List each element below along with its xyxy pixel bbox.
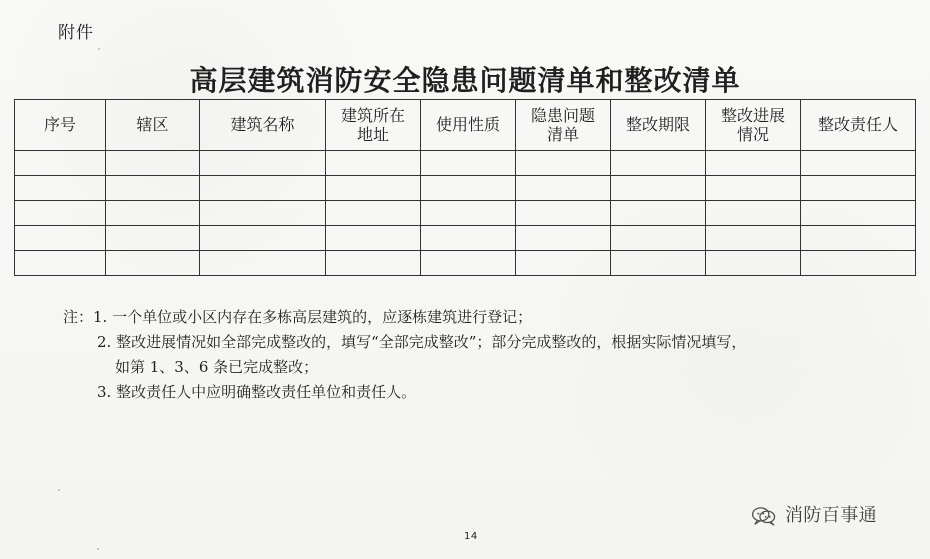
table-cell <box>106 201 200 226</box>
table-cell <box>706 201 801 226</box>
table-cell <box>421 226 516 251</box>
table-cell <box>106 176 200 201</box>
table-cell <box>15 176 106 201</box>
header-rectification-deadline: 整改期限 <box>611 100 706 151</box>
table-row <box>15 176 916 201</box>
table-cell <box>516 251 611 276</box>
table-cell <box>706 176 801 201</box>
header-building-address: 建筑所在 地址 <box>326 100 421 151</box>
table-cell <box>200 226 326 251</box>
table-cell <box>801 151 916 176</box>
issue-rectification-table <box>14 99 915 273</box>
table-cell <box>801 226 916 251</box>
table-cell <box>421 251 516 276</box>
table-cell <box>106 251 200 276</box>
header-jurisdiction: 辖区 <box>106 100 200 151</box>
table-cell <box>106 151 200 176</box>
table-cell <box>611 251 706 276</box>
table-cell <box>326 176 421 201</box>
header-usage-type: 使用性质 <box>421 100 516 151</box>
table-row <box>15 226 916 251</box>
table-cell <box>516 176 611 201</box>
table-cell <box>15 226 106 251</box>
scan-speck <box>97 548 99 550</box>
table-cell <box>801 201 916 226</box>
table-cell <box>516 226 611 251</box>
table-cell <box>516 201 611 226</box>
table-row <box>15 251 916 276</box>
document-title: 高层建筑消防安全隐患问题清单和整改清单 <box>189 64 741 97</box>
table-row <box>15 201 916 226</box>
note-item: 3. 整改责任人中应明确整改责任单位和责任人。 <box>97 383 417 401</box>
table-cell <box>200 151 326 176</box>
table-cell <box>611 201 706 226</box>
scan-speck <box>58 489 60 491</box>
table-cell <box>611 151 706 176</box>
table-cell <box>611 226 706 251</box>
table-row <box>15 151 916 176</box>
table-cell <box>326 201 421 226</box>
table-grid <box>14 99 916 276</box>
notes-section <box>63 305 893 405</box>
table-cell <box>611 176 706 201</box>
table-cell <box>200 201 326 226</box>
table-cell <box>106 226 200 251</box>
table-cell <box>326 251 421 276</box>
table-cell <box>421 151 516 176</box>
table-cell <box>706 151 801 176</box>
attachment-label: 附件 <box>58 23 94 43</box>
table-cell <box>15 151 106 176</box>
header-hazard-list: 隐患问题 清单 <box>516 100 611 151</box>
table-header-row <box>15 100 916 151</box>
table-cell <box>15 251 106 276</box>
table-cell <box>326 151 421 176</box>
table-cell <box>15 201 106 226</box>
watermark-text: 消防百事通 <box>785 505 877 526</box>
source-watermark <box>751 505 877 527</box>
header-progress-status: 整改进展 情况 <box>706 100 801 151</box>
table-cell <box>421 201 516 226</box>
table-cell <box>516 151 611 176</box>
table-cell <box>200 251 326 276</box>
scan-speck <box>98 48 100 50</box>
table-cell <box>706 251 801 276</box>
note-item: 2. 整改进展情况如全部完成整改的，填写“全部完成整改”；部分完成整改的，根据实际情况填写， <box>97 333 747 351</box>
table-cell <box>801 251 916 276</box>
header-responsible-person: 整改责任人 <box>801 100 916 151</box>
page-number: 14 <box>464 531 478 542</box>
note-continuation: 如第 1、3、6 条已完成整改； <box>115 358 319 376</box>
table-cell <box>200 176 326 201</box>
header-serial-number: 序号 <box>15 100 106 151</box>
table-cell <box>801 176 916 201</box>
table-cell <box>326 226 421 251</box>
header-building-name: 建筑名称 <box>200 100 326 151</box>
wechat-icon <box>751 505 777 527</box>
note-item: 注：1. 一个单位或小区内存在多栋高层建筑的，应逐栋建筑进行登记； <box>63 308 533 326</box>
table-cell <box>706 226 801 251</box>
table-cell <box>421 176 516 201</box>
